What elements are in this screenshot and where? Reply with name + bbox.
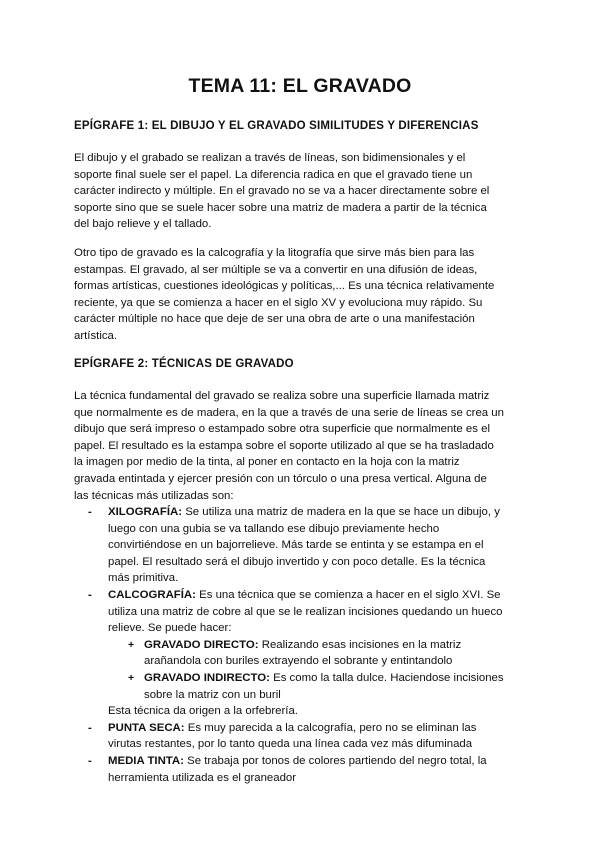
dash-bullet: - xyxy=(88,721,92,734)
text-line: dibujo que será impreso o estampado sobre otra superficie que normalmente es el xyxy=(74,423,490,436)
text-line: utiliza una matriz de cobre al que se le realizan incisiones quedando un hueco xyxy=(108,605,503,618)
text-line: más primitiva. xyxy=(108,572,179,585)
text-line: soporte sino que se suele hacer sobre una matriz de madera a partir de la técnica xyxy=(74,201,487,214)
text-line: convirtiéndose en un bajorrelieve. Más tarde se entinta y se estampa en el xyxy=(108,539,484,552)
text-line: la imagen por medio de la tinta, al poner en contacto en la hoja con la matriz xyxy=(74,456,460,469)
techniques-list xyxy=(74,504,534,786)
term-gravado-directo: GRAVADO DIRECTO: xyxy=(144,638,259,651)
text-line: carácter indirecto y múltiple. En el gravado no se va a hacer directamente sobre el xyxy=(74,185,490,198)
text-segment: Se trabaja por tonos de colores partiendo del negro total, la xyxy=(183,754,487,767)
text-segment: Es muy parecida a la calcografía, pero no se eliminan las xyxy=(184,721,477,734)
text-line: carácter múltiple no hace que deje de ser una obra de arte o una manifestación xyxy=(74,313,475,326)
text-line: sobre la matriz con un buril xyxy=(144,688,281,701)
section-1-heading: EPÍGRAFE 1: EL DIBUJO Y EL GRAVADO SIMILITUDES Y DIFERENCIAS xyxy=(74,120,479,132)
text-line: reciente, ya que se comienza a hacer en el siglo XV y evoluciona muy rápido. Su xyxy=(74,296,483,309)
term-gravado-indirecto: GRAVADO INDIRECTO: xyxy=(144,671,270,684)
term-xilografia: XILOGRAFÍA: xyxy=(108,506,183,518)
plus-bullet: + xyxy=(128,638,135,651)
term-media-tinta: MEDIA TINTA: xyxy=(108,754,184,767)
section-1-paragraph-1 xyxy=(74,150,526,233)
text-segment: Realizando esas incisiones en la matriz xyxy=(258,638,462,651)
text-line: del bajo relieve y el tallado. xyxy=(74,218,212,231)
dash-bullet: - xyxy=(88,754,92,767)
term-punta-seca: PUNTA SECA: xyxy=(108,721,185,734)
term-calcografia: CALCOGRAFÍA: xyxy=(108,588,196,601)
text-segment: Es como la talla dulce. Haciendose incisiones xyxy=(269,671,504,684)
text-line: formas artísticas, cuestiones ideológicas y políticas,... Es una técnica relativamente xyxy=(74,280,495,293)
text-line: luego con una gubia se va tallando ese dibujo previamente hecho xyxy=(108,522,440,535)
text-line: gravada entintada y ejercer presión con un tórculo o una presa vertical. Alguna de xyxy=(74,472,487,485)
text-line: papel. El resultado será el dibujo invertido y con poco detalle. Es la técnica xyxy=(108,555,486,568)
section-1-paragraph-2 xyxy=(74,245,526,345)
calcografia-note: Esta técnica da origen a la orfebrería. xyxy=(108,705,298,718)
list-item-calcografia xyxy=(74,587,534,637)
text-line: Otro tipo de gravado es la calcografía y la litografía que sirve más bien para las xyxy=(74,247,475,259)
text-line: herramienta utilizada es el graneador xyxy=(108,771,297,784)
section-2-heading: EPÍGRAFE 2: TÉCNICAS DE GRAVADO xyxy=(74,358,294,370)
sub-item-gravado-directo xyxy=(74,637,534,670)
plus-bullet: + xyxy=(128,671,135,684)
list-item-media-tinta xyxy=(74,753,534,786)
text-line: papel. El resultado es la estampa sobre el soporte utilizado al que se ha trasladado xyxy=(74,439,494,452)
page-title: TEMA 11: EL GRAVADO xyxy=(188,75,412,97)
list-item-punta-seca xyxy=(74,720,534,753)
dash-bullet: - xyxy=(88,506,92,518)
text-line: estampas. El gravado, al ser múltiple se va a convertir en una difusión de ideas, xyxy=(74,263,478,276)
text-line: que normalmente es de madera, en la que a través de una serie de líneas se crea un xyxy=(74,406,504,419)
text-line: El dibujo y el grabado se realizan a través de líneas, son bidimensionales y el xyxy=(74,152,466,164)
text-line: virutas restantes, por lo tanto queda una línea cada vez más difuminada xyxy=(108,738,473,751)
text-line: La técnica fundamental del gravado se realiza sobre una superficie llamada matriz xyxy=(74,390,490,402)
list-item-xilografia xyxy=(74,504,534,587)
text-line: las técnicas más utilizadas son: xyxy=(74,489,234,502)
text-segment: Se utiliza una matriz de madera en la que se hace un dibujo, y xyxy=(182,506,500,518)
text-line: soporte final suele ser el papel. La diferencia radica en que el gravado tiene un xyxy=(74,168,473,181)
section-2-intro xyxy=(74,388,526,504)
sub-item-gravado-indirecto xyxy=(74,670,534,703)
text-line: artística. xyxy=(74,329,118,342)
text-segment: Es una técnica que se comienza a hacer en el siglo XVI. Se xyxy=(195,588,501,601)
dash-bullet: - xyxy=(88,588,92,601)
text-line: relieve. Se puede hacer: xyxy=(108,622,232,635)
text-line: arañandola con buriles extrayendo el sobrante y entintandolo xyxy=(144,655,453,668)
